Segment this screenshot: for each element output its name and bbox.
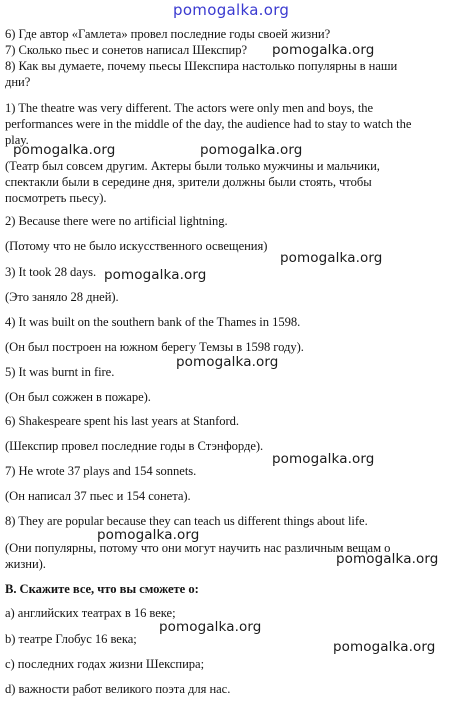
- answer-8-ru-line-2: жизни).: [5, 557, 46, 571]
- answer-1-en-line-2: performances were in the middle of the day, the audience had to stay to watch the: [5, 117, 412, 131]
- answer-1-en-line-1: 1) The theatre was very different. The actors were only men and boys, the: [5, 101, 374, 115]
- answer-5-en: 5) It was burnt in fire.: [5, 365, 115, 379]
- watermark: pomogalka.org: [280, 250, 383, 266]
- section-b-item-c: c) последних годах жизни Шекспира;: [5, 657, 205, 671]
- site-watermark: pomogalka.org: [173, 1, 290, 19]
- watermark: pomogalka.org: [336, 551, 439, 567]
- question-6: 6) Где автор «Гамлета» провел последние годы своей жизни?: [5, 27, 331, 41]
- section-b-item-d: d) важности работ великого поэта для нас.: [5, 682, 231, 696]
- answer-4-en: 4) It was built on the southern bank of the Thames in 1598.: [5, 315, 301, 329]
- answer-5-ru: (Он был сожжен в пожаре).: [5, 390, 151, 404]
- answer-1-ru-line-1: (Театр был совсем другим. Актеры были только мужчины и мальчики,: [5, 159, 380, 173]
- watermark: pomogalka.org: [176, 354, 279, 370]
- answer-7-en: 7) He wrote 37 plays and 154 sonnets.: [5, 464, 197, 478]
- answer-3-ru: (Это заняло 28 дней).: [5, 290, 119, 304]
- section-b-item-a: a) английских театрах в 16 веке;: [5, 606, 176, 620]
- answer-6-ru: (Шекспир провел последние годы в Стэнфорде).: [5, 439, 264, 453]
- section-b-item-b: b) театре Глобус 16 века;: [5, 632, 137, 646]
- answer-1-en-line-3: play.: [5, 133, 29, 147]
- answer-4-ru: (Он был построен на южном берегу Темзы в 1598 году).: [5, 340, 304, 354]
- answer-8-en: 8) They are popular because they can teach us different things about life.: [5, 514, 368, 528]
- watermark: pomogalka.org: [200, 142, 303, 158]
- section-b-heading: В. Скажите все, что вы сможете о:: [5, 582, 199, 596]
- watermark: pomogalka.org: [333, 639, 436, 655]
- watermark: pomogalka.org: [272, 451, 375, 467]
- answer-2-ru: (Потому что не было искусственного освещения): [5, 239, 268, 253]
- question-8-line-1: 8) Как вы думаете, почему пьесы Шекспира настолько популярны в наши: [5, 59, 398, 73]
- answer-2-en: 2) Because there were no artificial lightning.: [5, 214, 228, 228]
- answer-8-ru-line-1: (Они популярны, потому что они могут научить нас различным вещам о: [5, 541, 391, 555]
- answer-3-en: 3) It took 28 days.: [5, 265, 97, 279]
- answer-1-ru-line-3: посмотреть пьесу).: [5, 191, 107, 205]
- watermark: pomogalka.org: [104, 267, 207, 283]
- watermark: pomogalka.org: [13, 142, 116, 158]
- watermark: pomogalka.org: [97, 527, 200, 543]
- question-8-line-2: дни?: [5, 75, 31, 89]
- question-7: 7) Сколько пьес и сонетов написал Шекспир?: [5, 43, 248, 57]
- watermark: pomogalka.org: [272, 42, 375, 58]
- answer-6-en: 6) Shakespeare spent his last years at Stanford.: [5, 414, 240, 428]
- watermark: pomogalka.org: [159, 619, 262, 635]
- answer-1-ru-line-2: спектакли были в середине дня, зрители должны были стоять, чтобы: [5, 175, 372, 189]
- answer-7-ru: (Он написал 37 пьес и 154 сонета).: [5, 489, 191, 503]
